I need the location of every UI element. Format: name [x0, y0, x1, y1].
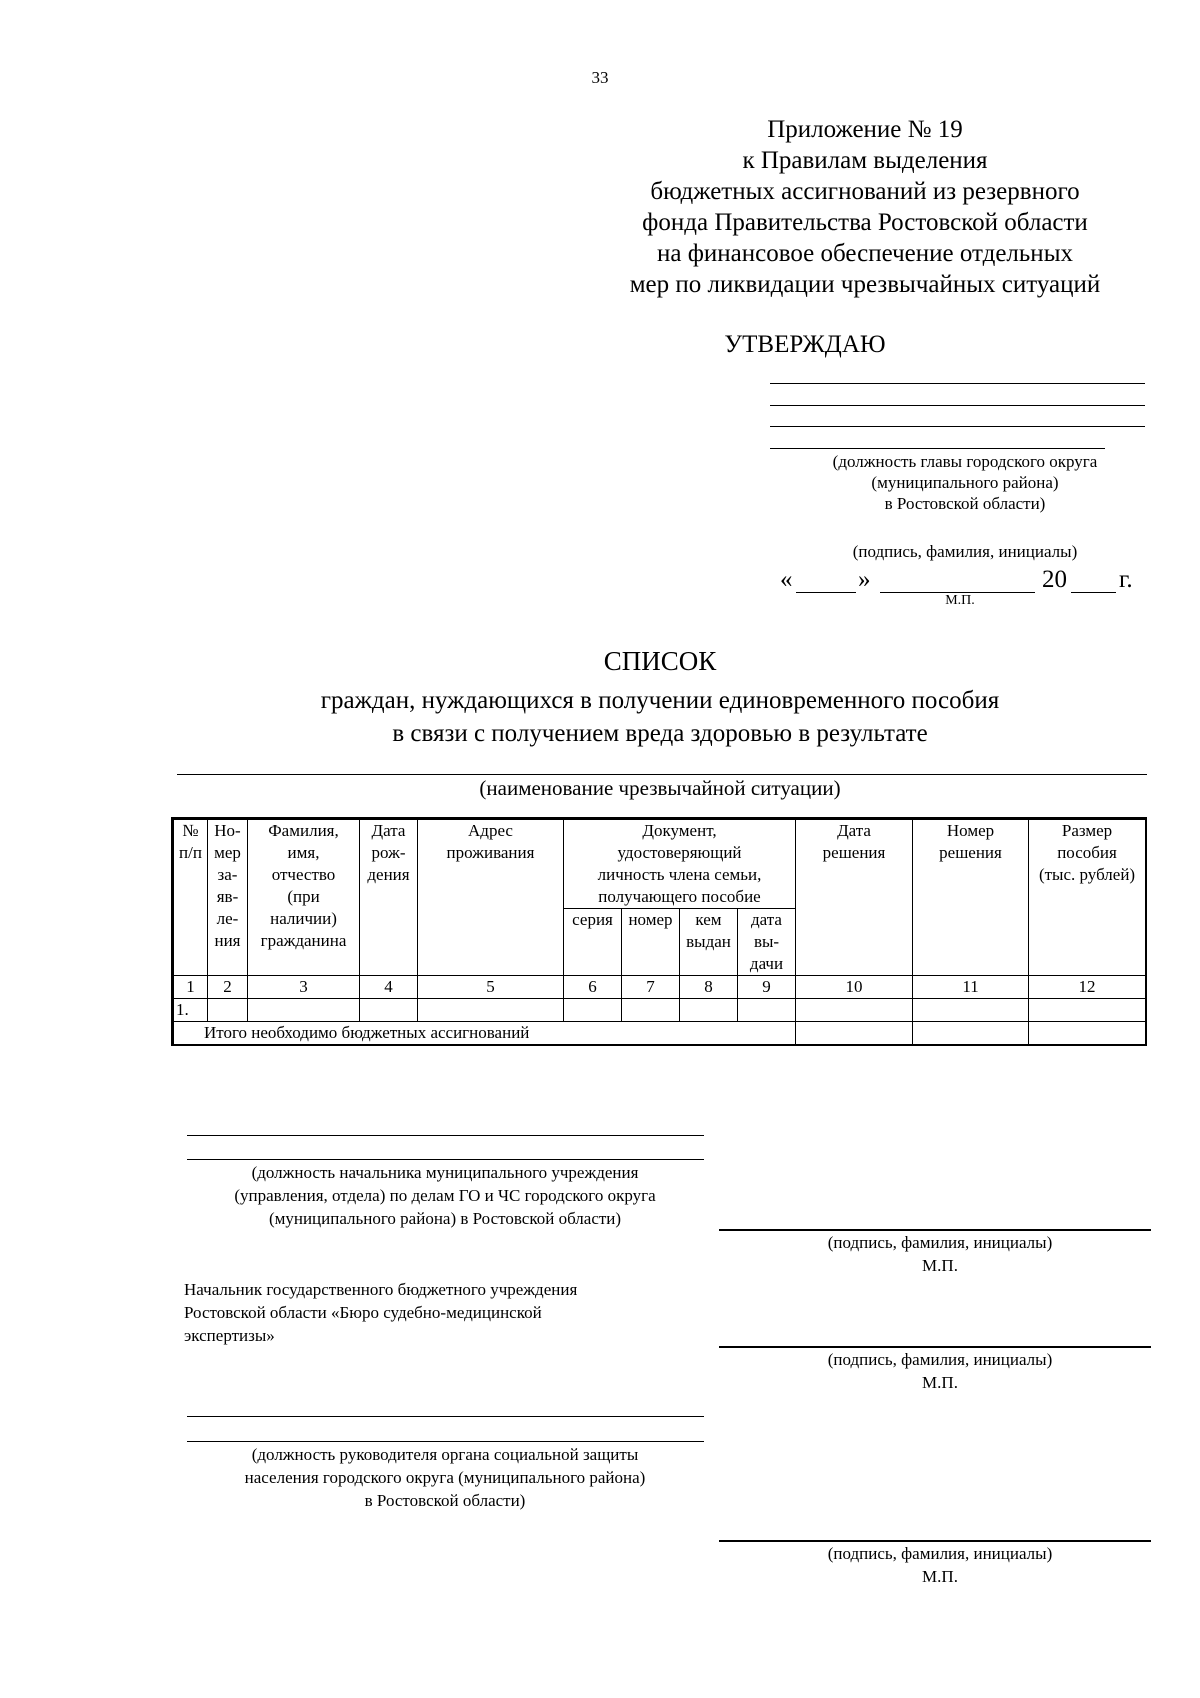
header-benefit-amount: Размер пособия (тыс. рублей) [1029, 820, 1146, 976]
table-cell [360, 999, 418, 1022]
signature-caption-3 [760, 1542, 1120, 1588]
column-number: 5 [418, 976, 564, 999]
header-full-name: Фамилия, имя, отчество (при наличии) гражданина [248, 820, 360, 976]
caption-line: экспертизы» [184, 1326, 275, 1345]
approval-line [770, 383, 1145, 384]
date-close-quote: » [858, 566, 871, 593]
approval-line [770, 448, 1105, 449]
header-doc-number: номер [622, 909, 680, 976]
table-cell [738, 999, 796, 1022]
row-index: 1. [174, 999, 208, 1022]
caption-line: (муниципального района) [871, 473, 1059, 492]
page-number: 33 [591, 68, 609, 87]
table-cell [622, 999, 680, 1022]
approval-heading: УТВЕРЖДАЮ [724, 331, 886, 358]
caption-line: населения городского округа (муниципального района) [244, 1468, 646, 1487]
column-number: 8 [680, 976, 738, 999]
caption-line: (управления, отдела) по делам ГО и ЧС городского округа [234, 1186, 656, 1205]
document-subtitle [200, 684, 1120, 750]
signature-caption-1 [760, 1231, 1120, 1277]
header-decision-date: Дата решения [796, 820, 913, 976]
column-number: 6 [564, 976, 622, 999]
appendix-line: бюджетных ассигнований из резервного [650, 178, 1080, 205]
citizens-table [171, 817, 1147, 1046]
approval-line [770, 426, 1145, 427]
caption-line: (должность начальника муниципального учреждения [251, 1163, 639, 1182]
table-cell [564, 999, 622, 1022]
stamp-label: М.П. [922, 1373, 958, 1392]
table-cell [418, 999, 564, 1022]
date-year-line [1071, 592, 1116, 593]
total-cell [796, 1022, 913, 1045]
social-position-line [187, 1441, 704, 1442]
header-doc-series: серия [564, 909, 622, 976]
column-number: 9 [738, 976, 796, 999]
table-cell [680, 999, 738, 1022]
table-row [174, 999, 1146, 1022]
header-identity-document: Документ, удостоверяющий личность члена семьи, получающего пособие [564, 820, 796, 909]
appendix-line: Приложение № 19 [767, 116, 963, 143]
date-day-line [796, 592, 856, 593]
caption-line: (должность руководителя органа социальной защиты [251, 1445, 639, 1464]
table-cell [796, 999, 913, 1022]
subtitle-line: граждан, нуждающихся в получении единовременного пособия [320, 687, 1000, 714]
appendix-line: к Правилам выделения [742, 147, 988, 174]
caption-line: (подпись, фамилия, инициалы) [827, 1233, 1053, 1252]
column-number: 11 [913, 976, 1029, 999]
head-signature-caption: (подпись, фамилия, инициалы) [852, 542, 1078, 561]
column-number: 2 [208, 976, 248, 999]
column-number: 12 [1029, 976, 1146, 999]
social-position-line [187, 1416, 704, 1417]
column-number: 7 [622, 976, 680, 999]
table-cell [913, 999, 1029, 1022]
stamp-label: М.П. [922, 1256, 958, 1275]
municipal-position-line [187, 1159, 704, 1160]
forensic-head-title [184, 1278, 704, 1347]
table-cell [248, 999, 360, 1022]
column-number: 10 [796, 976, 913, 999]
total-label: Итого необходимо бюджетных ассигнований [174, 1022, 796, 1045]
caption-line: Начальник государственного бюджетного учреждения [184, 1280, 578, 1299]
date-year-prefix: 20 [1042, 566, 1067, 593]
document-title: СПИСОК [603, 646, 717, 676]
caption-line: (должность главы городского округа [832, 452, 1098, 471]
head-position-caption [785, 451, 1145, 514]
caption-line: Ростовской области «Бюро судебно-медицинской [184, 1303, 542, 1322]
subtitle-line: в связи с получением вреда здоровью в результате [392, 720, 928, 747]
column-number: 3 [248, 976, 360, 999]
header-doc-issued-by: кем выдан [680, 909, 738, 976]
approval-line [770, 405, 1145, 406]
table-cell [208, 999, 248, 1022]
approval-stamp: М.П. [945, 593, 975, 608]
column-number: 1 [174, 976, 208, 999]
header-address: Адрес проживания [418, 820, 564, 976]
header-application-number: Но- мер за- яв- ле- ния [208, 820, 248, 976]
date-year-suffix: г. [1119, 566, 1133, 593]
total-cell [1029, 1022, 1146, 1045]
municipal-position-line [187, 1135, 704, 1136]
caption-line: (муниципального района) в Ростовской области) [268, 1209, 622, 1228]
column-number: 4 [360, 976, 418, 999]
appendix-header [605, 114, 1125, 300]
social-position-caption [185, 1443, 705, 1512]
header-index: № п/п [174, 820, 208, 976]
signature-caption-2 [760, 1348, 1120, 1394]
total-row [174, 1022, 1146, 1045]
date-open-quote: « [780, 566, 793, 593]
emergency-caption: (наименование чрезвычайной ситуации) [479, 776, 841, 800]
appendix-line: мер по ликвидации чрезвычайных ситуаций [629, 271, 1101, 298]
caption-line: (подпись, фамилия, инициалы) [827, 1544, 1053, 1563]
emergency-name-line [177, 774, 1147, 775]
header-decision-number: Номер решения [913, 820, 1029, 976]
caption-line: (подпись, фамилия, инициалы) [827, 1350, 1053, 1369]
caption-line: в Ростовской области) [364, 1491, 526, 1510]
municipal-position-caption [185, 1161, 705, 1230]
stamp-label: М.П. [922, 1567, 958, 1586]
header-doc-issue-date: дата вы- дачи [738, 909, 796, 976]
appendix-line: фонда Правительства Ростовской области [642, 209, 1088, 236]
table-cell [1029, 999, 1146, 1022]
caption-line: в Ростовской области) [884, 494, 1046, 513]
header-birth-date: Дата рож- дения [360, 820, 418, 976]
total-cell [913, 1022, 1029, 1045]
appendix-line: на финансовое обеспечение отдельных [656, 240, 1073, 267]
